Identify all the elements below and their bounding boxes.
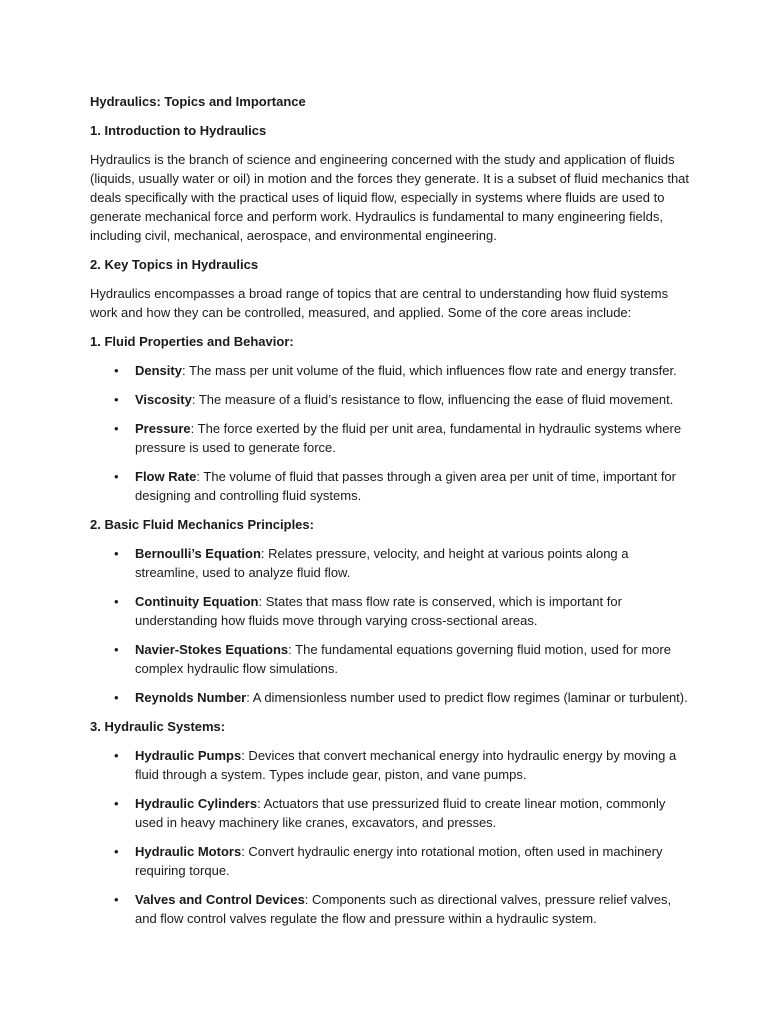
list-item-description: : The volume of fluid that passes through a given area per unit of time, important for designing and controlling fluid systems. xyxy=(135,469,676,503)
list-item-description: : Components such as directional valves, pressure relief valves, and flow control valves regulate the flow and pressure within a hydraulic system. xyxy=(135,892,672,926)
list-item-term: Hydraulic Motors xyxy=(135,844,242,859)
list-item-term: Hydraulic Cylinders xyxy=(135,796,258,811)
list-item-description: : The force exerted by the fluid per unit area, fundamental in hydraulic systems where pressure is used to generate force. xyxy=(135,421,682,455)
list-item xyxy=(90,842,690,880)
list-item-term: Reynolds Number xyxy=(135,690,247,705)
bullet-icon: • xyxy=(114,546,119,561)
fluid-mechanics-principles-list xyxy=(90,544,690,707)
list-item xyxy=(90,794,690,832)
fluid-properties-list xyxy=(90,361,690,505)
bullet-icon: • xyxy=(114,421,119,436)
list-item-description: : The measure of a fluid’s resistance to flow, influencing the ease of fluid movement. xyxy=(191,392,674,407)
list-item xyxy=(90,640,690,678)
list-item-term: Flow Rate xyxy=(135,469,197,484)
bullet-icon: • xyxy=(114,594,119,609)
subheading-fluid-mechanics-principles: 2. Basic Fluid Mechanics Principles: xyxy=(90,517,314,532)
list-item-description: : A dimensionless number used to predict flow regimes (laminar or turbulent). xyxy=(246,690,688,705)
bullet-icon: • xyxy=(114,690,119,705)
list-item-term: Continuity Equation xyxy=(135,594,259,609)
list-item xyxy=(90,467,690,505)
list-item xyxy=(90,688,690,707)
list-item-term: Navier-Stokes Equations xyxy=(135,642,289,657)
list-item-term: Viscosity xyxy=(135,392,192,407)
list-item xyxy=(90,890,690,928)
subheading-fluid-properties: 1. Fluid Properties and Behavior: xyxy=(90,334,294,349)
section-heading-key-topics: 2. Key Topics in Hydraulics xyxy=(90,257,259,272)
hydraulic-systems-list xyxy=(90,746,690,928)
list-item-description: : The mass per unit volume of the fluid, which influences flow rate and energy transfer. xyxy=(181,363,677,378)
key-topics-paragraph: Hydraulics encompasses a broad range of topics that are central to understanding how fluid systems work and how they can be controlled, measured, and applied. Some of the core areas include: xyxy=(90,286,669,320)
bullet-icon: • xyxy=(114,748,119,763)
subheading-hydraulic-systems: 3. Hydraulic Systems: xyxy=(90,719,226,734)
introduction-paragraph: Hydraulics is the branch of science and engineering concerned with the study and application of fluids (liquids, usually water or oil) in motion and the forces they generate. It is a subset of fluid mechanics that deals specifically with the practical uses of liquid flow, especially in systems where fluids are used to generate mechanical force and perform work. Hydraulics is fundamental to many engineering fields, including civil, mechanical, aerospace, and environmental engineering. xyxy=(90,152,690,243)
list-item xyxy=(90,544,690,582)
list-item-term: Hydraulic Pumps xyxy=(135,748,242,763)
list-item xyxy=(90,361,690,380)
document-title: Hydraulics: Topics and Importance xyxy=(90,94,306,109)
list-item-term: Pressure xyxy=(135,421,191,436)
bullet-icon: • xyxy=(114,642,119,657)
list-item-description: : Devices that convert mechanical energy into hydraulic energy by moving a fluid through a system. Types include gear, piston, and vane pumps. xyxy=(135,748,677,782)
bullet-icon: • xyxy=(114,363,119,378)
bullet-icon: • xyxy=(114,892,119,907)
bullet-icon: • xyxy=(114,392,119,407)
section-heading-introduction: 1. Introduction to Hydraulics xyxy=(90,123,267,138)
list-item-description: : States that mass flow rate is conserved, which is important for understanding how fluids move through varying cross-sectional areas. xyxy=(135,594,622,628)
list-item-term: Bernoulli’s Equation xyxy=(135,546,261,561)
list-item-term: Valves and Control Devices xyxy=(135,892,305,907)
list-item-description: : The fundamental equations governing fluid motion, used for more complex hydraulic flow simulations. xyxy=(135,642,671,676)
list-item-term: Density xyxy=(135,363,182,378)
list-item xyxy=(90,592,690,630)
list-item xyxy=(90,390,690,409)
document-body xyxy=(90,92,690,938)
list-item xyxy=(90,419,690,457)
bullet-icon: • xyxy=(114,844,119,859)
list-item-description: : Convert hydraulic energy into rotational motion, often used in machinery requiring torque. xyxy=(135,844,663,878)
list-item-description: : Relates pressure, velocity, and height at various points along a streamline, used to analyze fluid flow. xyxy=(135,546,629,580)
bullet-icon: • xyxy=(114,469,119,484)
list-item xyxy=(90,746,690,784)
bullet-icon: • xyxy=(114,796,119,811)
list-item-description: : Actuators that use pressurized fluid to create linear motion, commonly used in heavy machinery like cranes, excavators, and presses. xyxy=(135,796,666,830)
